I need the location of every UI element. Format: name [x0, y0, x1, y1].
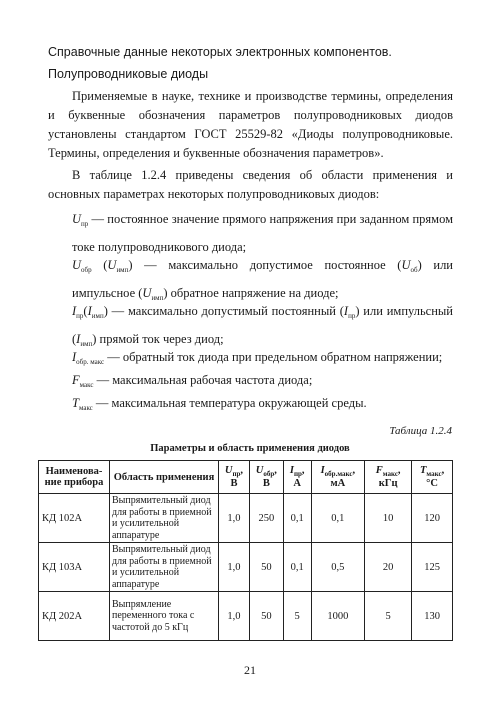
table-row: [39, 592, 453, 641]
cell-uobr: 50: [249, 592, 283, 641]
intro-paragraph: Применяемые в науке, технике и производстве термины, определения и буквенные обозначения параметров полупроводниковых диодов установлены стандартом ГОСТ 25529-82 «Диоды полупроводниковые. Термины, определения и буквенные обозначения параметров».: [48, 89, 453, 160]
cell-upr: 1,0: [219, 543, 250, 592]
col-tmax-header: $T_{макс}$, °С: [412, 461, 453, 494]
cell-area: Выпрямительный диод для работы в приемной и усилительной аппаратуре: [110, 543, 219, 592]
cell-name: КД 103А: [39, 543, 110, 592]
cell-ipr: 0,1: [283, 494, 311, 543]
cell-area: Выпрямительный диод для работы в приемной и усилительной аппаратуре: [110, 494, 219, 543]
table-header-row: [39, 461, 453, 494]
col-upr-header: $U_{пр}$, В: [219, 461, 250, 494]
col-ipr-header: $I_{пр}$, А: [283, 461, 311, 494]
def-fmax: $F_{макс}$ — максимальная рабочая частота диода;: [72, 373, 313, 389]
col-fmax-header: $F_{макс}$, кГц: [365, 461, 412, 494]
cell-tmax: 125: [412, 543, 453, 592]
diodes-table: [38, 460, 453, 641]
table-title: Параметры и область применения диодов: [150, 443, 350, 454]
table-intro-paragraph: В таблице 1.2.4 приведены сведения об области применения и основных параметрах некоторых полупроводниковых диодов:: [48, 168, 453, 201]
cell-uobr: 50: [249, 543, 283, 592]
cell-upr: 1,0: [219, 494, 250, 543]
def-tmax: $T_{макс}$ — максимальная температура окружающей среды.: [72, 396, 367, 412]
def-iobr: $I_{обр. макс}$ — обратный ток диода при предельном обратном напряжении;: [72, 350, 443, 366]
cell-iobr: 1000: [311, 592, 365, 641]
cell-fmax: 10: [365, 494, 412, 543]
cell-uobr: 250: [249, 494, 283, 543]
cell-area: Выпрямление переменного тока с частотой до 5 кГц: [110, 592, 219, 641]
cell-ipr: 5: [283, 592, 311, 641]
def-upr: $U_{пр}$ — постоянное значение прямого напряжения при заданном прямом токе полупроводникового диода;: [72, 212, 453, 254]
table-caption: Таблица 1.2.4: [389, 425, 452, 437]
cell-fmax: 5: [365, 592, 412, 641]
page-number: 21: [244, 663, 256, 677]
section-heading: Справочные данные некоторых электронных компонентов.: [48, 45, 392, 59]
table-row: [39, 543, 453, 592]
cell-tmax: 130: [412, 592, 453, 641]
table-row: [39, 494, 453, 543]
cell-name: КД 202А: [39, 592, 110, 641]
def-uobr: $U_{обр}$ $(U_{имп})$ — максимально допустимое постоянное $(U_{об})$ или импульсное $(U_{имп})$ обратное напряжение на диоде;: [72, 258, 453, 302]
col-area-header: Область применения: [110, 461, 219, 494]
subsection-heading: Полупроводниковые диоды: [48, 67, 209, 81]
col-name-header: Наименова-ние прибора: [39, 461, 110, 494]
cell-ipr: 0,1: [283, 543, 311, 592]
cell-tmax: 120: [412, 494, 453, 543]
col-iobr-header: $I_{обр.макс}$, мА: [311, 461, 365, 494]
cell-fmax: 20: [365, 543, 412, 592]
cell-upr: 1,0: [219, 592, 250, 641]
cell-iobr: 0,1: [311, 494, 365, 543]
cell-name: КД 102А: [39, 494, 110, 543]
def-ipr: $I_{пр}(I_{имп})$ — максимально допустимый постоянный $(I_{пр})$ или импульсный $(I_{имп})$ прямой ток через диод;: [72, 304, 453, 348]
cell-iobr: 0,5: [311, 543, 365, 592]
col-uobr-header: $U_{обр}$, В: [249, 461, 283, 494]
